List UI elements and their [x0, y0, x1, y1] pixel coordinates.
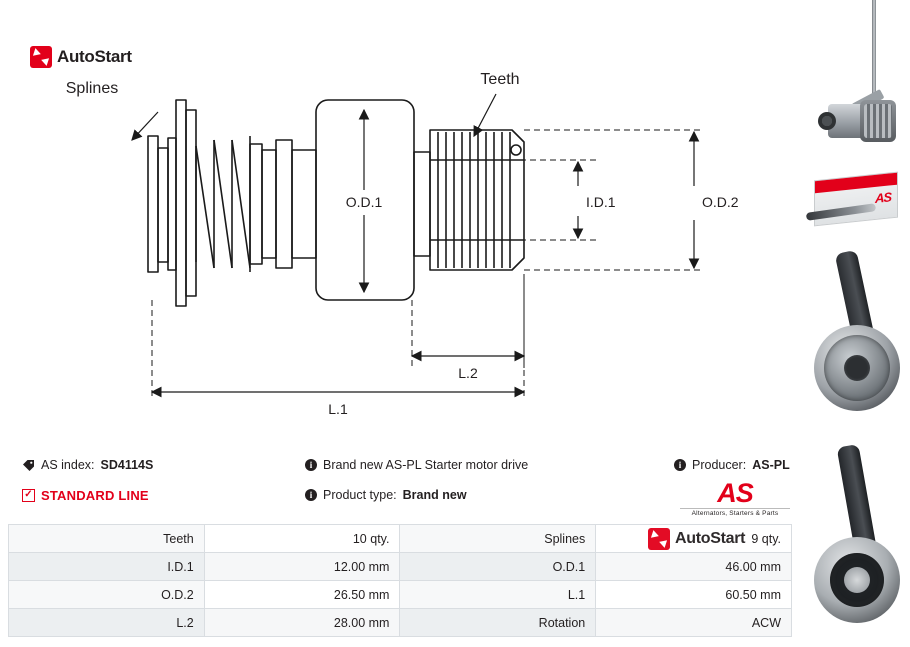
as-index-label: AS index: [41, 458, 95, 472]
label-teeth: Teeth [480, 71, 520, 88]
standard-line-label: STANDARD LINE [41, 488, 149, 503]
autostart-logo-watermark [648, 528, 745, 550]
spec-label: I.D.1 [9, 553, 205, 581]
photo-bearing-end-view[interactable] [800, 445, 910, 647]
photo-retail-box[interactable] [800, 160, 910, 245]
product-photo-strip [800, 0, 910, 647]
product-type-row [305, 488, 467, 502]
description-row [305, 458, 528, 472]
autostart-logo-text: AutoStart [675, 530, 746, 547]
pinion-face-shape [814, 325, 900, 411]
spec-value: 10 qty. [204, 525, 400, 553]
spec-label: O.D.1 [400, 553, 596, 581]
table-row [9, 581, 792, 609]
pinion-gear-shape [860, 100, 896, 142]
spec-value: 28.00 mm [204, 609, 400, 637]
product-type-label: Product type: [323, 488, 397, 502]
spec-value: 46.00 mm [596, 553, 792, 581]
photo-pinion-front-view[interactable] [800, 245, 910, 445]
spec-label: Teeth [9, 525, 205, 553]
product-type-value: Brand new [402, 488, 467, 502]
tag-icon [22, 459, 35, 472]
spec-value: 12.00 mm [204, 553, 400, 581]
as-index-row [22, 458, 153, 472]
standard-line-row [22, 488, 149, 503]
dim-l1-label: L.1 [328, 401, 348, 417]
spec-value: 9 qty. [596, 525, 792, 553]
aspl-badge-subtitle: Alternators, Starters & Parts [680, 508, 790, 517]
label-splines: Splines [65, 80, 119, 97]
info-icon: i [305, 459, 317, 471]
as-index-value: SD4114S [100, 458, 154, 472]
info-icon: i [305, 489, 317, 501]
box-shape [814, 172, 898, 227]
spec-label: L.1 [400, 581, 596, 609]
spec-value: 60.50 mm [596, 581, 792, 609]
aspl-brand-badge [680, 480, 790, 517]
autostart-logo-mark [648, 528, 670, 550]
checkbox-icon: ✓ [22, 489, 35, 502]
table-row [9, 553, 792, 581]
spec-value: ACW [596, 609, 792, 637]
autostart-logo-text: AutoStart [57, 47, 132, 66]
photo-drive-gear-assembly[interactable] [800, 0, 910, 160]
hub-shape [818, 112, 836, 130]
spec-value: 26.50 mm [204, 581, 400, 609]
producer-value: AS-PL [752, 458, 790, 472]
producer-label: Producer: [692, 458, 747, 472]
info-icon: i [674, 459, 686, 471]
spec-label: Rotation [400, 609, 596, 637]
dim-l2-label: L.2 [458, 365, 478, 381]
aspl-badge-mark: AS [717, 478, 753, 508]
spec-label: L.2 [9, 609, 205, 637]
description-text: Brand new AS-PL Starter motor drive [323, 458, 529, 472]
bearing-ring-shape [814, 537, 900, 623]
dim-od2-label: O.D.2 [702, 194, 739, 210]
spec-label: Splines [400, 525, 596, 553]
producer-row [674, 458, 790, 472]
table-row [9, 609, 792, 637]
spec-label: O.D.2 [9, 581, 205, 609]
aspl-box-logo: AS [874, 189, 891, 207]
dim-od1-label: O.D.1 [345, 194, 383, 210]
dim-id1-label: I.D.1 [586, 194, 616, 210]
